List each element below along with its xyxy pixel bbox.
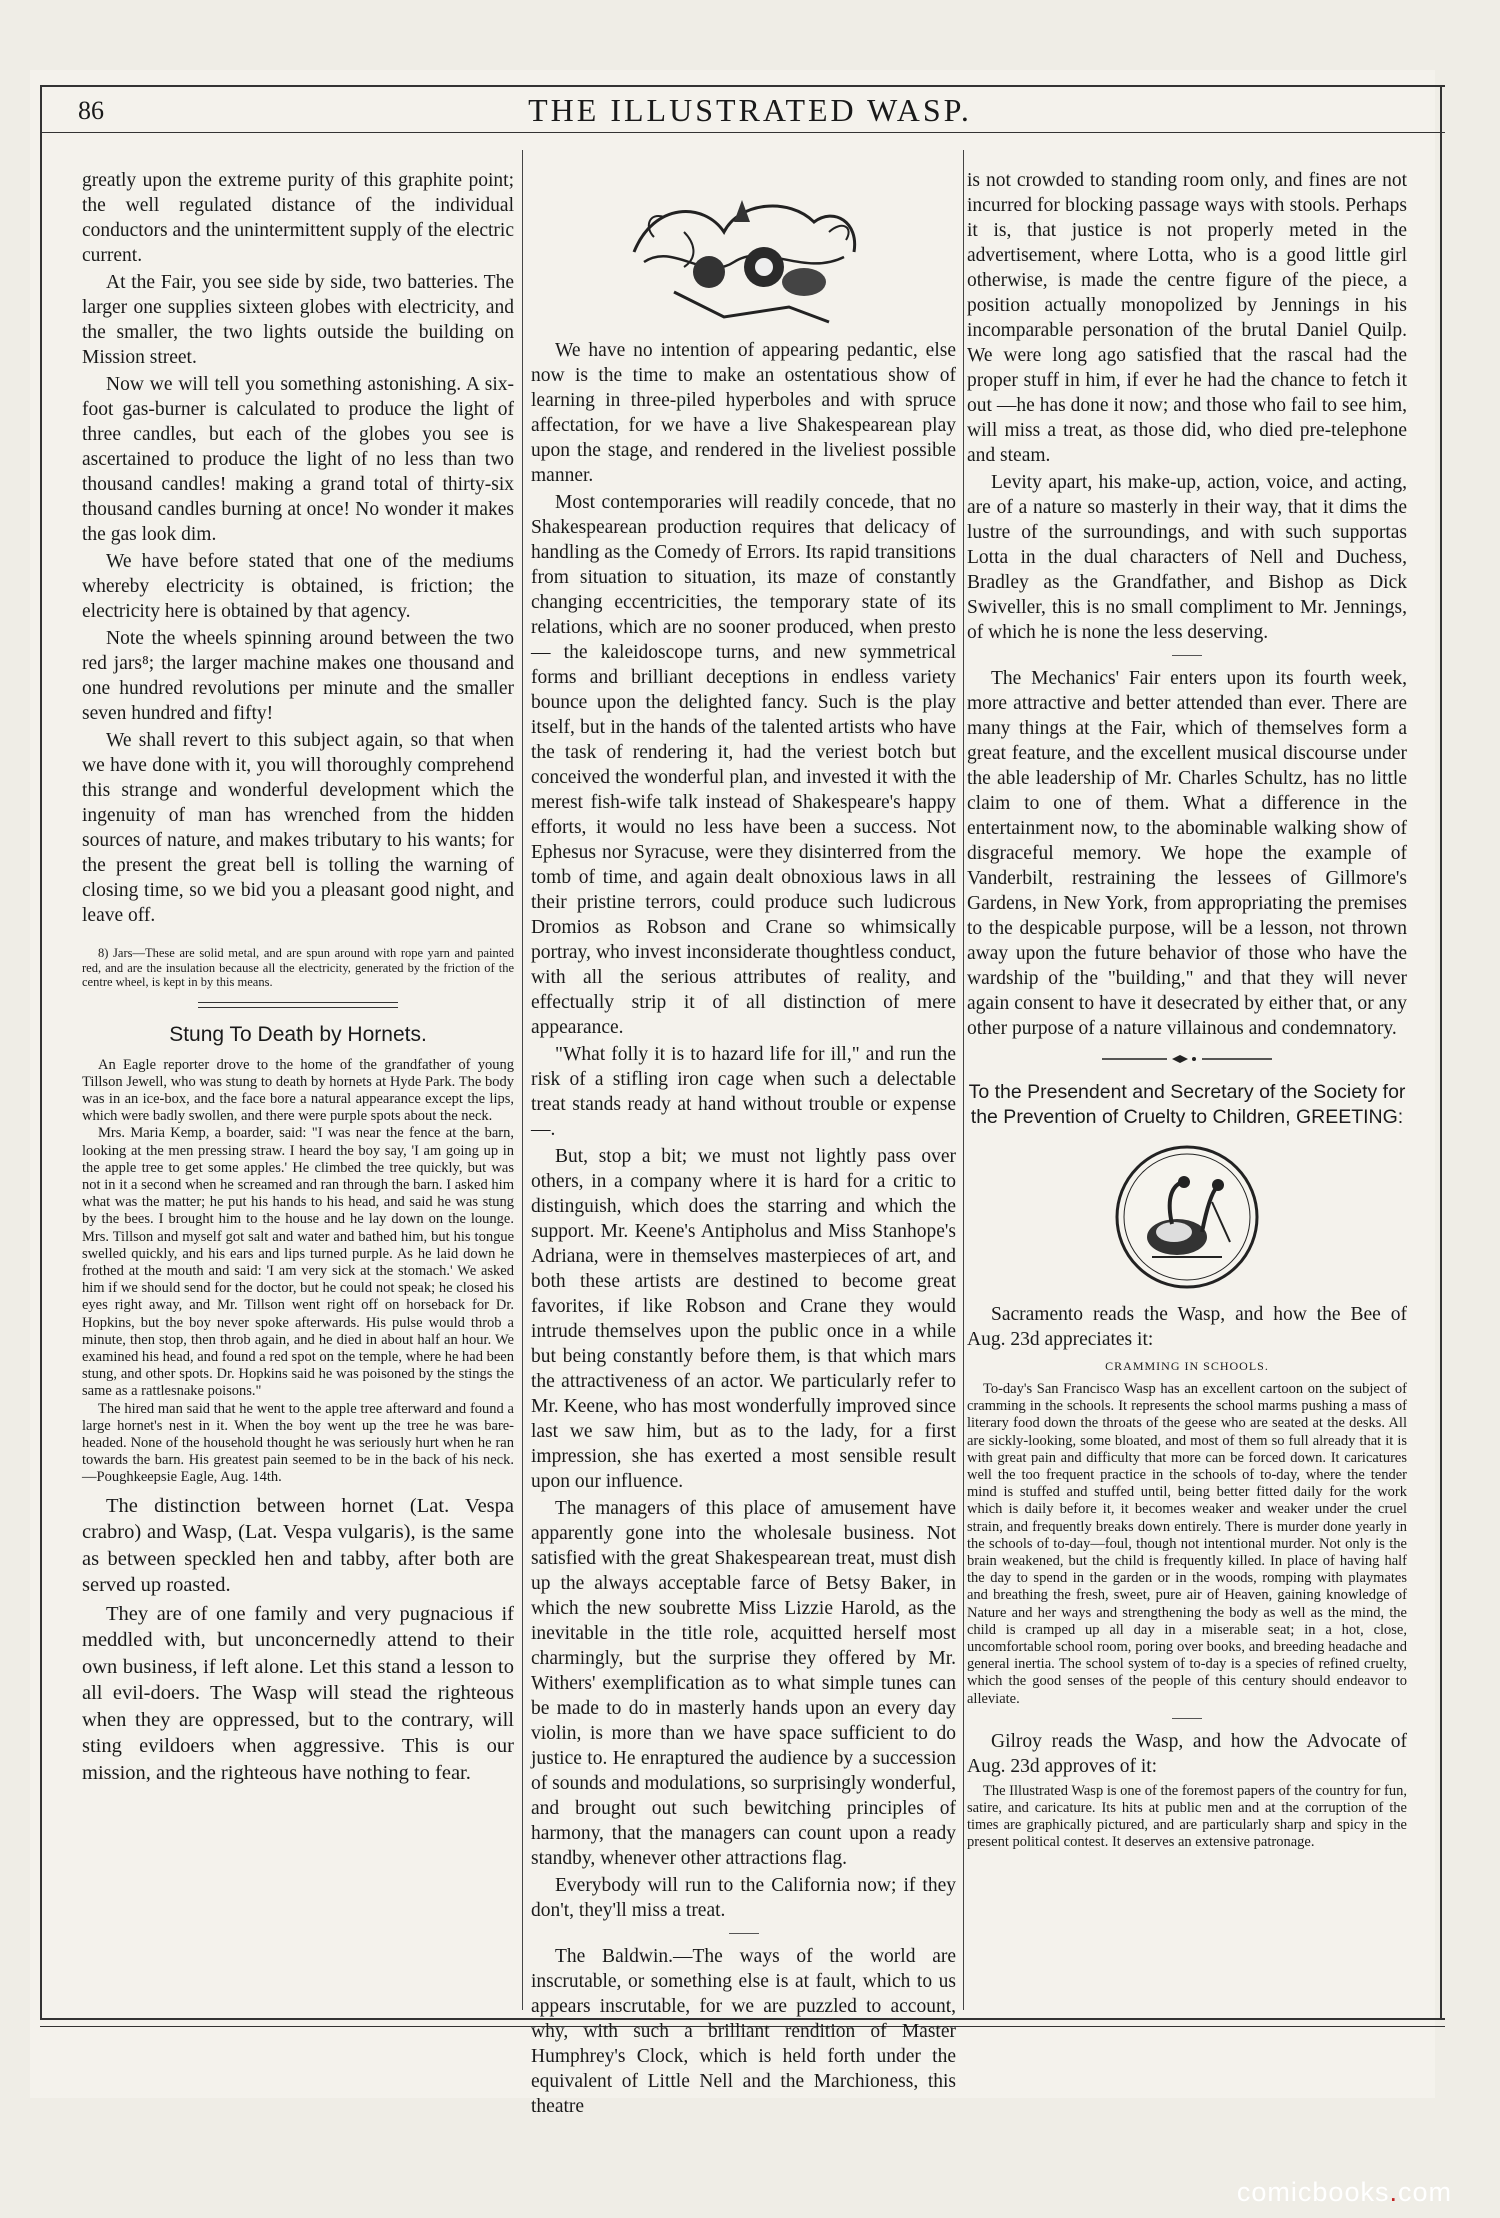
section-divider: [729, 1933, 759, 1934]
quoted-article: [967, 1783, 1407, 1852]
watermark-text: com: [1397, 2177, 1452, 2207]
paragraph: The Illustrated Wasp is one of the foremost papers of the country for fun, satire, and caricature. Its hits at public men and at the corruption of the times are graphically pictured, and are particularly sharp and spicy in the present political contest. It deserves an extensive patronage.: [967, 1782, 1407, 1851]
section-divider: [1172, 1718, 1202, 1719]
hornets-article: [82, 1057, 514, 1487]
column-2: [531, 168, 956, 2117]
paragraph: Now we will tell you something astonishing. A six-foot gas-burner is calculated to produce the light of three candles, but each of the globes you see is ascertained to produce the light of no less than two thousand candles! making a grand total of thirty-six thousand candles burning at once! No wonder it makes the gas look dim.: [82, 374, 514, 545]
paragraph: The Mechanics' Fair enters upon its fourth week, more attractive and better attended than ever. There are many things at the Fair, which of themselves form a great feature, and the excellent musical discourse under the able leadership of Mr. Charles Schultz, has no little claim to one of them. What a difference in the entertainment now, to the abominable walking show of disgraceful memory. We hope the example of Vanderbilt, restraining the lessees of Gillmore's Gardens, in New York, from appropriating the premises to the despicable purpose, will be a lesson, not thrown away upon the future behavior of those who have the wardship of the "building," and that they will never again consent to have it desecrated by either that, or any other purpose of a nature villainous and condemnatory.: [967, 668, 1407, 1039]
column-rule-1: [522, 150, 523, 2010]
footnote: [82, 946, 514, 990]
greeting-heading: To the Presendent and Secretary of the Society for the Prevention of Cruelty to Children, GREETING:: [968, 1081, 1406, 1128]
theatre-vignette-illustration: [614, 182, 874, 332]
quoted-article: [967, 1381, 1407, 1708]
paragraph: To-day's San Francisco Wasp has an excellent cartoon on the subject of cramming in the schools. It represents the school marms pushing a mass of literary food down the throats of the geese who are seated at the desks. All are sickly-looking, some bloated, and most of them so full already that it is with great pain and difficulty that more can be forced down. It caricatures well the too frequent practice in the schools of to-day, where the tender mind is stuffed and stuffed until, being better fitted daily for the work which is daily before it, it becomes weaker and weaker under the cruel strain, and frequently breaks down entirely. There is murder done yearly in the schools of to-day—foul, though not intentional murder. Not only is the brain weakened, but the child is frequently killed. In place of having half the day to spend in the garden or in the woods, romping with playmates and breathing the fresh, sweet, pure air of Heaven, gaining knowledge of Nature and her ways and strengthening the body as well as the mind, the child is cramped up all day in a miserable seat; in a hot, close, uncomfortable school room, poring over books, and breeding headache and general inertia. The school system of to-day is a species of refined cruelty, which the good senses of the people of this century should endeavor to alleviate.: [967, 1381, 1407, 1707]
header-rule: [40, 132, 1445, 133]
column-rule-2: [963, 150, 964, 2010]
frame-rule-right: [1440, 85, 1442, 2020]
paragraph: Levity apart, his make-up, action, voice, and acting, are of a nature so masterly in their way, that it dims the lustre of the surroundings, and with such supportas Lotta in the dual characters of Nell and Duchess, Bradley as the Grandfather, and Bishop as Dick Swiveller, this is no small compliment to Mr. Jennings, of which he is none the less deserving.: [967, 472, 1407, 643]
paragraph: The managers of this place of amusement have apparently gone into the wholesale business. Not satisfied with the great Shakespearean treat, must dish up the always acceptable farce of Betsy Baker, in which the new soubrette Miss Lizzie Harold, as the inevitable in the title role, acquitted herself most charmingly, but the surprise they offered by Mr. Withers' exemplification as to what simple tunes can be made to do in masterly hands upon an every day violin, is more than we have space sufficient to do justice to. He enraptured the audience by a succession of sounds and modulations, so surprisingly wonderful, and brought out such bewitching principles of harmony, that the managers can count upon a ready standby, whenever other attractions flag.: [531, 1498, 956, 1869]
article-title: Stung To Death by Hornets.: [169, 1022, 427, 1046]
footnote-text: 8) Jars—These are solid metal, and are spun around with rope yarn and painted red, and are the insulation because all the electricity, generated by the friction of the centre wheel, is kept in by this means.: [82, 946, 514, 989]
paragraph: Gilroy reads the Wasp, and how the Advocate of Aug. 23d approves of it:: [967, 1730, 1407, 1777]
section-divider: [198, 1002, 398, 1003]
paragraph: At the Fair, you see side by side, two batteries. The larger one supplies sixteen globes with electricity, and the smaller, the two lights outside the building on Mission street.: [82, 272, 514, 368]
paragraph: Note the wheels spinning around between the two red jars⁸; the larger machine makes one thousand and one hundred revolutions per minute and the smaller seven hundred and fifty!: [82, 628, 514, 724]
paragraph: Sacramento reads the Wasp, and how the Bee of Aug. 23d appreciates it:: [967, 1304, 1407, 1350]
paragraph: But, stop a bit; we must not lightly pass over others, in a company where it is hard for a critic to distinguish, which does the starring and which the support. Mr. Keene's Antipholus and Miss Stanhope's Adriana, were in themselves masterpieces of art, and both these artists are destined to become great favorites, if like Robson and Crane they would intrude themselves upon the public once in a while but being constantly before them, is that which mars the attractiveness of an actor. We particularly refer to Mr. Keene, who has most wonderfully improved since last we saw him, but as to the lady, for a first impression, she has exerted a most sensible result upon our influence.: [531, 1146, 956, 1492]
paragraph: The distinction between hornet (Lat. Vespa crabro) and Wasp, (Lat. Vespa vulgaris), is the same as between speckled hen and tabby, after both are served up roasted.: [82, 1494, 514, 1597]
masthead: THE ILLUSTRATED WASP.: [528, 92, 972, 128]
paragraph: We have no intention of appearing pedantic, else now is the time to make an ostentatious show of learning in three-piled hyperboles and with spruce affectation, for we have a live Shakespearean play upon the stage, and rendered in the liveliest possible manner.: [531, 340, 956, 486]
ornamental-divider: [967, 1047, 1407, 1072]
frame-rule-left: [40, 85, 42, 2020]
paragraph: is not crowded to standing room only, and fines are not incurred for blocking passage ways with stools. Perhaps it is, that justice is not properly meted in the advertisement, where Lotta, who is a good little girl otherwise, is made the centre figure of the piece, a position actually monopolized by Jennings in his incomparable personation of the brutal Daniel Quilp. We were long ago satisfied that the rascal had the proper stuff in him, if ever he had the chance to fetch it out —he has done it now; and those who fail to see him, will miss a treat, as those did, who died pre-telephone and steam.: [967, 170, 1407, 466]
section-divider: [1172, 655, 1202, 656]
watermark-dot: .: [1389, 2177, 1398, 2207]
paragraph: Mrs. Maria Kemp, a boarder, said: "I was near the fence at the barn, looking at the men pressing straw. I heard the boy say, 'I am going up in the apple tree to get some apples.' He climbed the tree quickly, but was not in it a second when he screamed and ran through the barn. I asked him what was the matter; he put his hands to his head, and said he was stung by the bees. I brought him to the house and he lay down on the lounge. Mrs. Tillson and myself got salt and water and bathed him, but his tongue swelled quickly, and his ears and lips turned purple. As he laid down he frothed at the mouth and said: 'I am very sick at the stomach.' We asked him if we should send for the doctor, but he could not speak; he closed his eyes right away, and Mr. Tillson went right off on horseback for Dr. Hopkins, but the boy never spoke afterwards. His pulse would throb a minute, then stop, then throb again, and he died in about half an hour. We examined his head, and found a red spot on the temple, where he had been stung, and other spots. Dr. Hopkins said he was poisoned by the stings the same as a rattlesnake poisons.": [82, 1125, 514, 1400]
geese-seal-illustration: [1112, 1142, 1262, 1292]
ornament-icon: [1102, 1053, 1272, 1065]
quote-heading: CRAMMING IN SCHOOLS.: [1105, 1359, 1269, 1373]
paragraph: They are of one family and very pugnacious if meddled with, but unconcernedly attend to their own business, if left alone. Let this stand a lesson to all evil-doers. The Wasp will stead the righteous when they are oppressed, but to the contrary, will sting evildoers when aggressive. This is our mission, and the righteous have nothing to fear.: [82, 1602, 514, 1784]
paragraph: An Eagle reporter drove to the home of the grandfather of young Tillson Jewell, who was stung to death by hornets at Hyde Park. The body was in an ice-box, and the face bore a natural appearance except the lips, which were badly swollen, and there were purple spots about the neck.: [82, 1056, 514, 1125]
frame-rule-top: [40, 85, 1445, 87]
site-watermark: [1237, 2177, 1452, 2208]
column-1: [82, 168, 514, 2008]
wasp-commentary: [82, 1493, 514, 1787]
paragraph: We shall revert to this subject again, so that when we have done with it, you will thoroughly comprehend this strange and wonderful development which the ingenuity of man has wrenched from the hidden sources of nature, and makes tributary to his wants; for the present the great bell is tolling the warning of closing time, so we bid you a pleasant good night, and leave off.: [82, 730, 514, 926]
page-number: 86: [78, 96, 104, 125]
paragraph: The hired man said that he went to the apple tree afterward and found a large hornet's nest in it. When the boy went up the tree he was bare-headed. None of the household thought he was seriously hurt when he ran towards the barn. His greatest pain seemed to be in the back of his neck.—Poughkeepsie Eagle, Aug. 14th.: [82, 1400, 514, 1486]
paragraph: We have before stated that one of the mediums whereby electricity is obtained, is friction; the electricity here is obtained by that agency.: [82, 551, 514, 622]
paragraph: greatly upon the extreme purity of this graphite point; the well regulated distance of the individual conductors and the unintermittent supply of the electric current.: [82, 170, 514, 266]
paragraph: Most contemporaries will readily concede, that no Shakespearean production requires that delicacy of handling as the Comedy of Errors. Its rapid transitions from situation to situation, its maze of constantly changing eccentricities, the temporary state of its relations, which are no sooner produced, when presto — the kaleidoscope turns, and new symmetrical forms and brilliant deceptions in endless variety bounce upon the delighted fancy. Such is the play itself, but in the hands of the talented artists who have the task of rendering it, had the veriest botch but conceived the wonderful plan, and invested it with the merest fish-wife talk instead of Shakespeare's happy efforts, it would no less have been a success. Not Ephesus nor Syracuse, were they disinterred from the tomb of time, and again dealt obnoxious laws in all their pristine terrors, could produce such ludicrous Dromios as Robson and Crane so whimsically portray, who invest inconsiderate thoughtless conduct, with all the serious attributes of reality, and effectually strip it of all distinction of mere appearance.: [531, 492, 956, 1038]
section-divider: [198, 1007, 398, 1008]
paragraph: "What folly it is to hazard life for ill," and run the risk of a stifling iron cage when such a delectable treat stands ready at hand without trouble or expense—.: [531, 1044, 956, 1140]
column-3: [967, 168, 1407, 2008]
paragraph: Everybody will run to the California now; if they don't, they'll miss a treat.: [531, 1875, 956, 1921]
watermark-text: comicbooks: [1236, 2177, 1390, 2207]
paragraph: The Baldwin.—The ways of the world are inscrutable, or something else is at fault, which to us appears inscrutable, for we are puzzled to account, why, with such a brilliant rendition of Master Humphrey's Clock, which is held forth under the equivalent of Little Nell and the Marchioness, this theatre: [531, 1946, 956, 2117]
